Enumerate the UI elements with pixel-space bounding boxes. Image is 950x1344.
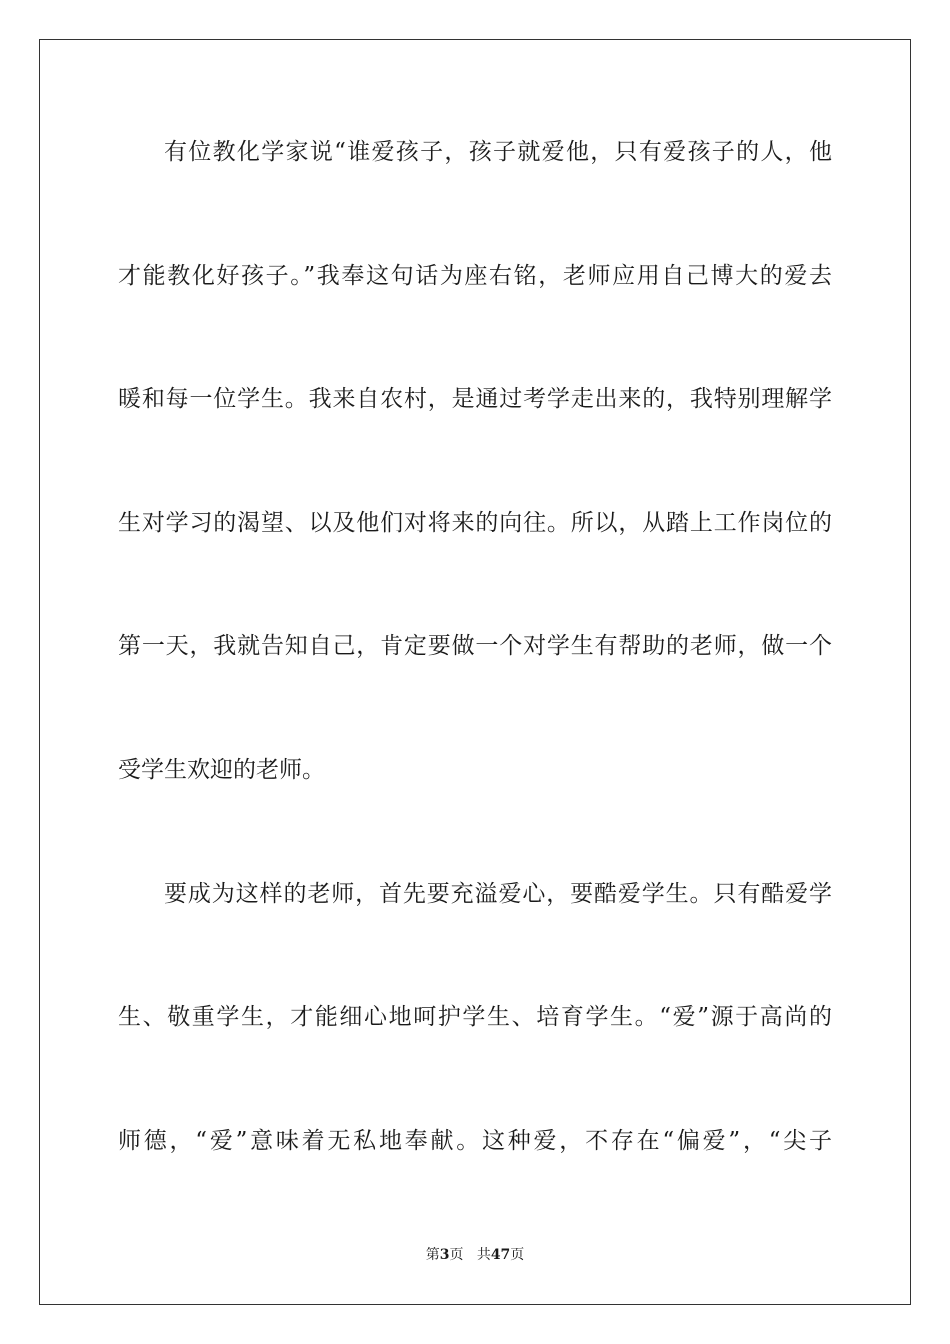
text-line: 要成为这样的老师，首先要充溢爱心，要酷爱学生。只有酷爱学 xyxy=(164,881,832,907)
text-line: 有位教化学家说“谁爱孩子，孩子就爱他，只有爱孩子的人，他 xyxy=(164,139,832,165)
page-border xyxy=(39,39,911,1305)
text-line: 第一天，我就告知自己，肯定要做一个对学生有帮助的老师，做一个 xyxy=(118,633,832,659)
text-line: 师德，“爱”意味着无私地奉献。这种爱，不存在“偏爱”，“尖子 xyxy=(118,1128,832,1154)
page-number: 3 xyxy=(439,1247,450,1263)
text-line: 暖和每一位学生。我来自农村，是通过考学走出来的，我特别理解学 xyxy=(118,386,832,412)
text-line: 生对学习的渴望、以及他们对将来的向往。所以，从踏上工作岗位的 xyxy=(118,510,832,536)
page-footer xyxy=(0,1245,950,1265)
page-prefix: 第 xyxy=(425,1247,440,1263)
text-line: 才能教化好孩子。”我奉这句话为座右铭，老师应用自己博大的爱去 xyxy=(118,263,832,289)
text-line: 生、敬重学生，才能细心地呵护学生、培育学生。“爱”源于高尚的 xyxy=(118,1004,832,1030)
total-pages: 47 xyxy=(490,1247,511,1263)
total-prefix: 共 xyxy=(476,1247,491,1263)
text-line: 受学生欢迎的老师。 xyxy=(118,757,325,783)
total-suffix: 页 xyxy=(510,1247,525,1263)
page-suffix: 页 xyxy=(449,1247,464,1263)
